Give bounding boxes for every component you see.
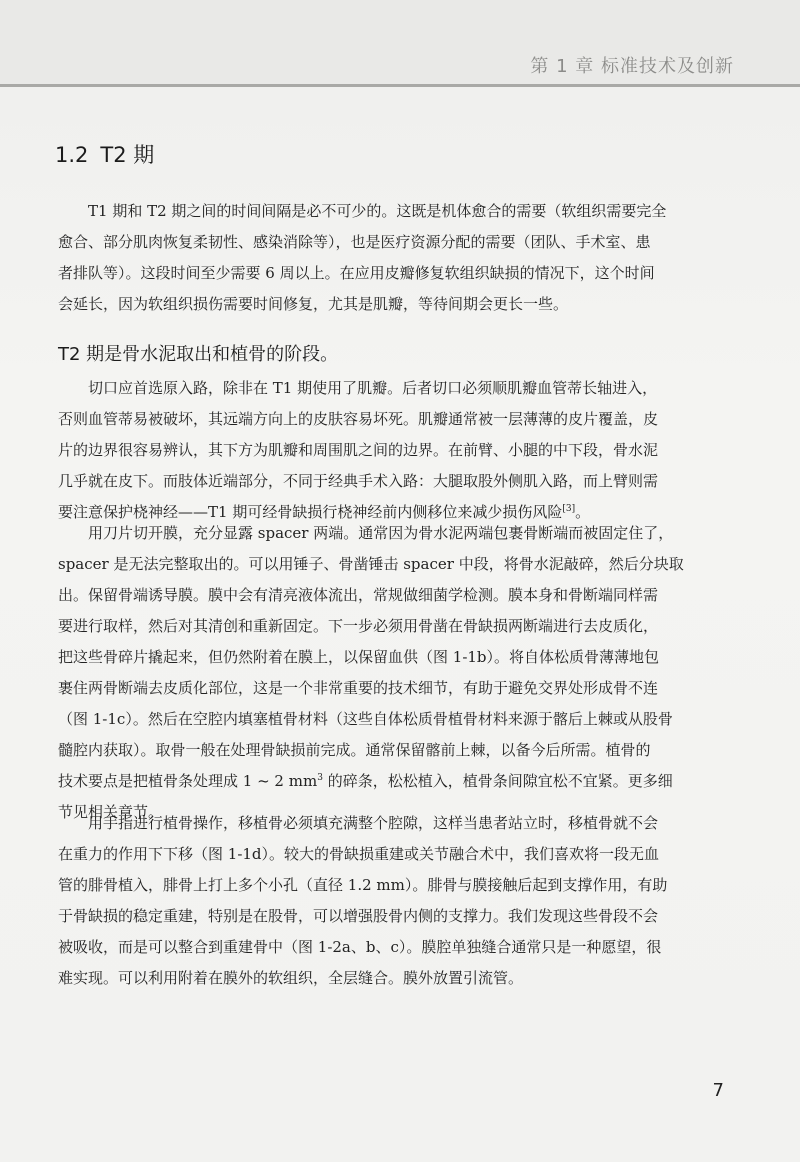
paragraph-line: 管的腓骨植入，腓骨上打上多个小孔（直径 1.2 mm）。腓骨与膜接触后起到支撑作用，有助 [58, 876, 668, 894]
subheading: T2 期是骨水泥取出和植骨的阶段。 [58, 344, 339, 365]
citation-reference: [3] [562, 504, 576, 514]
paragraph-line: 于骨缺损的稳定重建，特别是在股骨，可以增强股骨内侧的支撑力。我们发现这些骨段不会 [58, 907, 659, 925]
section-number: 1.2 [55, 143, 89, 167]
paragraph-line-with-superscript [58, 766, 734, 797]
paragraph-line: 把这些骨碎片撬起来，但仍然附着在膜上，以保留血供（图 1-1b）。将自体松质骨薄薄地包 [58, 648, 660, 666]
paragraph-line: 难实现。可以利用附着在膜外的软组织，全层缝合。膜外放置引流管。 [58, 969, 524, 987]
paragraph-line: 用刀片切开膜，充分显露 spacer 两端。通常因为骨水泥两端包裹骨断端而被固定住了， [88, 524, 674, 542]
paragraph-line-text: 要注意保护桡神经——T1 期可经骨缺损行桡神经前内侧移位来减少损伤风险 [58, 503, 563, 521]
paragraph-line: 出。保留骨端诱导膜。膜中会有清亮液体流出，常规做细菌学检测。膜本身和骨断端同样需 [58, 586, 659, 604]
paragraph-line: 者排队等）。这段时间至少需要 6 周以上。在应用皮瓣修复软组织缺损的情况下，这个时间 [58, 264, 655, 282]
running-header [0, 0, 800, 86]
paragraph-line: 切口应首选原入路，除非在 T1 期使用了肌瓣。后者切口必须顺肌瓣血管蒂长轴进入， [88, 379, 658, 397]
paragraph-interval [58, 196, 734, 320]
header-divider [0, 84, 800, 87]
paragraph-line: 要进行取样，然后对其清创和重新固定。下一步必须用骨凿在骨缺损两断端进行去皮质化， [58, 617, 659, 635]
paragraph-incision [58, 373, 734, 528]
page-number: 7 [712, 1080, 724, 1101]
paragraph-line: （图 1-1c）。然后在空腔内填塞植骨材料（这些自体松质骨植骨材料来源于髂后上棘或从股骨 [58, 710, 673, 728]
paragraph-line: 愈合、部分肌肉恢复柔韧性、感染消除等），也是医疗资源分配的需要（团队、手术室、患 [58, 233, 651, 251]
paragraph-spacer-removal [58, 518, 734, 828]
sentence-end: 。 [575, 503, 591, 521]
paragraph-line: 髓腔内获取）。取骨一般在处理骨缺损前完成。通常保留髂前上棘，以备今后所需。植骨的 [58, 741, 651, 759]
running-header-title: 第 1 章 标准技术及创新 [530, 56, 734, 77]
paragraph-line: 被吸收，而是可以整合到重建骨中（图 1-2a、b、c）。膜腔单独缝合通常只是一种愿望，很 [58, 938, 662, 956]
paragraph-line: T1 期和 T2 期之间的时间间隔是必不可少的。这既是机体愈合的需要（软组织需要完全 [88, 202, 667, 220]
paragraph-line: 否则血管蒂易被破坏，其远端方向上的皮肤容易坏死。肌瓣通常被一层薄薄的皮片覆盖，皮 [58, 410, 659, 428]
section-title: T2 期 [100, 143, 155, 167]
paragraph-line-rest: 的碎条，松松植入，植骨条间隙宜松不宜紧。更多细 [322, 772, 673, 790]
paragraph-line: 在重力的作用下下移（图 1-1d）。较大的骨缺损重建或关节融合术中，我们喜欢将一段无血 [58, 845, 660, 863]
paragraph-line: 节见相关章节。 [58, 803, 164, 821]
paragraph-line: 用手指进行植骨操作，移植骨必须填充满整个腔隙，这样当患者站立时，移植骨就不会 [88, 814, 659, 832]
section-heading [55, 141, 154, 169]
paragraph-line-text: 技术要点是把植骨条处理成 1 ~ 2 mm [58, 772, 318, 790]
paragraph-line: 裹住两骨断端去皮质化部位，这是一个非常重要的技术细节，有助于避免交界处形成骨不连 [58, 679, 659, 697]
paragraph-line: 会延长，因为软组织损伤需要时间修复，尤其是肌瓣，等待间期会更长一些。 [58, 295, 569, 313]
paragraph-graft [58, 808, 734, 994]
paragraph-line: 片的边界很容易辨认，其下方为肌瓣和周围肌之间的边界。在前臂、小腿的中下段，骨水泥 [58, 441, 659, 459]
paragraph-line: 几乎就在皮下。而肢体近端部分，不同于经典手术入路：大腿取股外侧肌入路，而上臂则需 [58, 472, 659, 490]
paragraph-line: spacer 是无法完整取出的。可以用锤子、骨凿锤击 spacer 中段，将骨水泥敲碎，然后分块取 [58, 555, 684, 573]
unit-exponent: 3 [317, 773, 323, 783]
